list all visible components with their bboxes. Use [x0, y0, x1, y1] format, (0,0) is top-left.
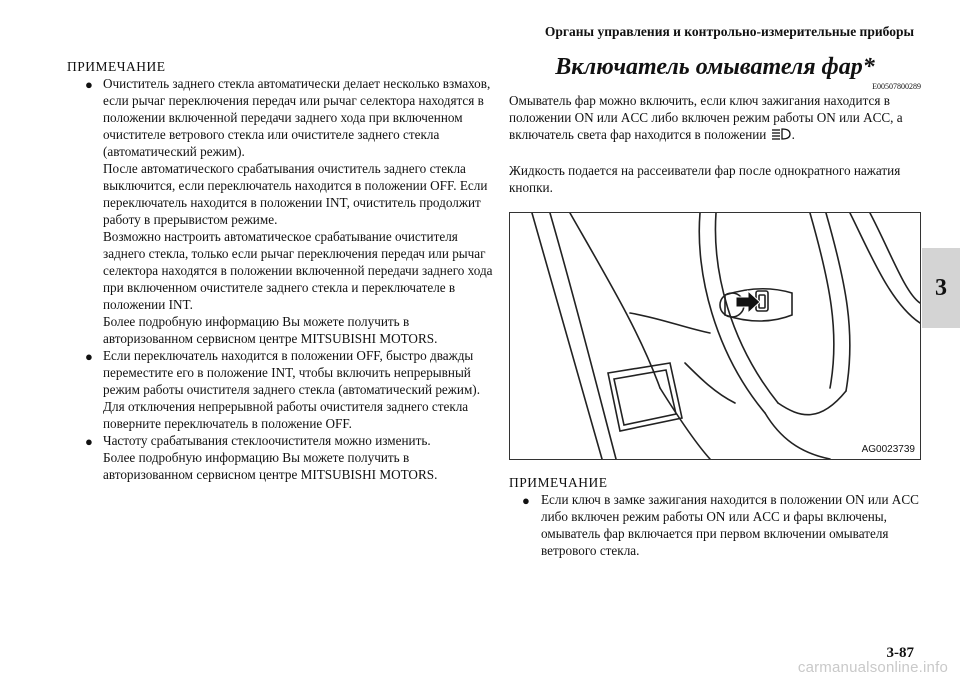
bullet-icon: ●	[85, 349, 93, 364]
figure-id: AG0023739	[861, 443, 915, 455]
note-paragraph: Если переключатель находится в положении OFF, быстро дважды переместите его в положение INT, чтобы включить непрерывный режим работы очистителя заднего стекла (автоматический режим).	[103, 348, 480, 397]
paragraph-text: Омыватель фар можно включить, если ключ зажигания находится в положении ON или ACC либо включен режим работы ON или ACC, а включатель света фар находится в положении	[509, 93, 903, 142]
section-title: Включатель омывателя фар*	[555, 54, 875, 80]
note-paragraph: Более подробную информацию Вы можете получить в авторизованном сервисном центре MITSUBISHI MOTORS.	[103, 450, 438, 482]
page-number: 3-87	[886, 645, 914, 661]
note-list	[67, 75, 499, 483]
bullet-icon: ●	[85, 77, 93, 92]
note-paragraph: После автоматического срабатывания очиститель заднего стекла выключится, если переключатель находится в положении OFF. Если переключатель находится в положении INT, очиститель продолжит работу в прерывистом режиме.	[103, 161, 488, 227]
note-paragraph: Более подробную информацию Вы можете получить в авторизованном сервисном центре MITSUBISHI MOTORS.	[103, 314, 438, 346]
note-title: ПРИМЕЧАНИЕ	[509, 474, 608, 490]
chapter-tab: 3	[922, 248, 960, 328]
note-item	[67, 347, 499, 432]
note-item	[67, 75, 499, 347]
note-title: ПРИМЕЧАНИЕ	[67, 59, 166, 74]
watermark: carmanualsonline.info	[797, 659, 948, 676]
dashboard-figure	[509, 212, 921, 460]
note-paragraph: Частоту срабатывания стеклоочистителя можно изменить.	[103, 433, 431, 448]
note-item	[509, 491, 921, 559]
note-paragraph: Для отключения непрерывной работы очистителя заднего стекла поверните переключатель в положение OFF.	[103, 399, 469, 431]
note-item	[67, 432, 499, 483]
note-list	[509, 491, 921, 559]
right-note	[509, 474, 921, 559]
section-paragraph	[509, 92, 921, 145]
bullet-icon: ●	[85, 434, 93, 449]
dashboard-illustration	[510, 213, 920, 459]
section-paragraph: Жидкость подается на рассеиватели фар после однократного нажатия кнопки.	[509, 162, 901, 195]
note-paragraph: Очиститель заднего стекла автоматически делает несколько взмахов, если рычаг переключения передач или рычаг селектора находятся в положении включенной передачи заднего хода при включенном очистителе ветрового стекла или очистителе заднего стекла (автоматический режим).	[103, 76, 491, 159]
section-code: E00507800289	[872, 82, 921, 91]
note-paragraph: Если ключ в замке зажигания находится в положении ON или ACC либо включен режим работы ON или ACC и фары включены, омыватель фар включается при первом включении омывателя ветрового стекла.	[541, 491, 919, 558]
right-column	[509, 52, 921, 559]
page-header: Органы управления и контрольно-измерительные приборы	[544, 24, 914, 39]
note-paragraph: Возможно настроить автоматическое срабатывание очистителя заднего стекла, только если рычаг переключения передач или рычаг селектора находятся в положении включенной передачи заднего хода при включенном очистителе заднего стекла и переключателе в положении INT.	[103, 229, 493, 312]
headlight-icon	[770, 127, 792, 145]
left-note	[67, 58, 499, 483]
bullet-icon: ●	[522, 492, 530, 508]
paragraph-text: .	[791, 127, 795, 142]
